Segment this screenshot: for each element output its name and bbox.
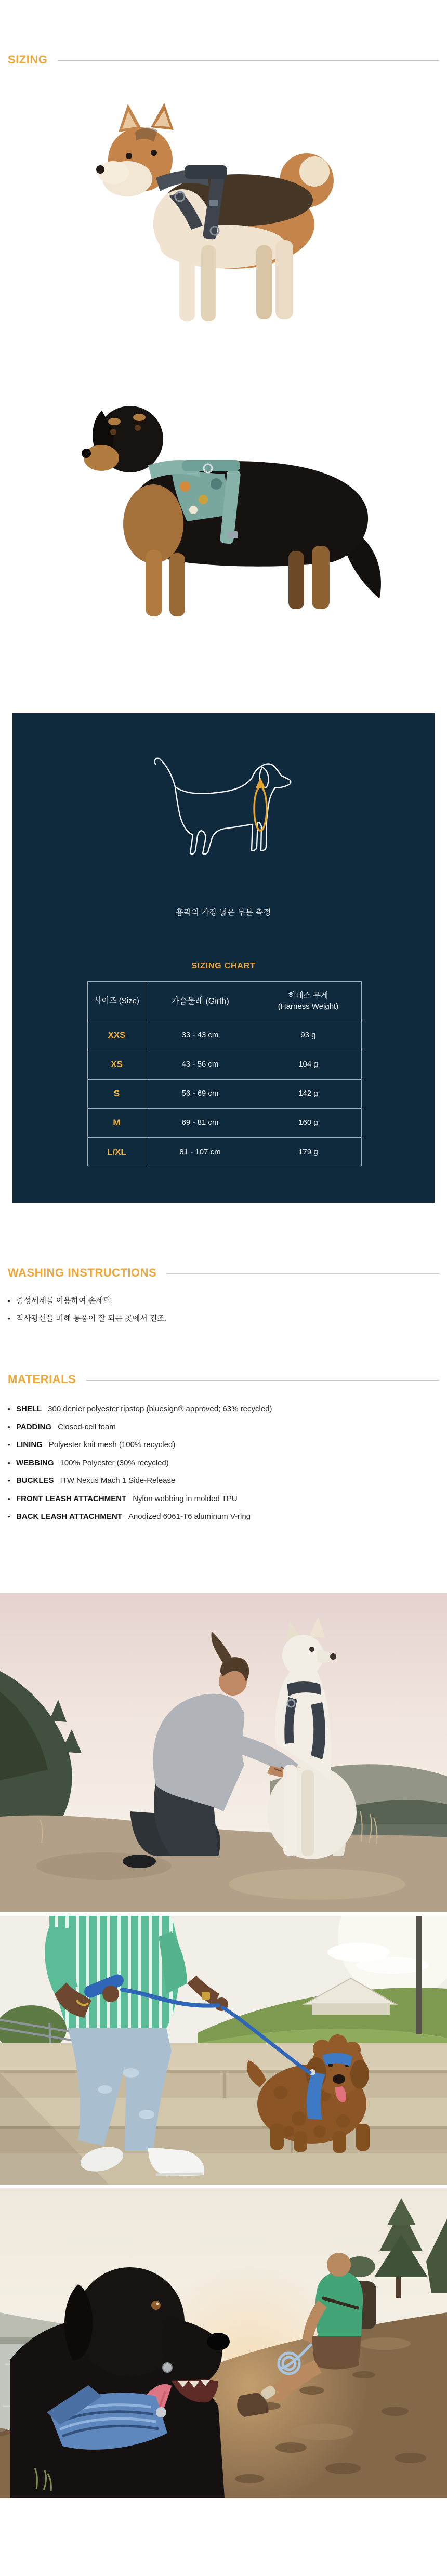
column-header-girth: 가슴둘레 (Girth) bbox=[146, 982, 254, 1021]
material-label: BACK LEASH ATTACHMENT bbox=[16, 1512, 122, 1521]
material-item bbox=[8, 1494, 272, 1513]
material-item bbox=[8, 1423, 272, 1441]
material-value: 100% Polyester (30% recycled) bbox=[60, 1458, 169, 1467]
bullet-dot-icon: • bbox=[8, 1315, 10, 1322]
material-value: 300 denier polyester ripstop (bluesign® approved; 63% recycled) bbox=[48, 1404, 272, 1413]
washing-list bbox=[8, 1295, 167, 1330]
bullet-dot-icon: • bbox=[8, 1477, 10, 1484]
column-header-weight bbox=[254, 982, 362, 1021]
materials-list bbox=[8, 1404, 272, 1530]
material-value: ITW Nexus Mach 1 Side-Release bbox=[60, 1476, 176, 1485]
lakeside-scene bbox=[0, 2188, 447, 2498]
aussie-harness-illustration bbox=[52, 359, 395, 629]
material-label: SHELL bbox=[16, 1404, 42, 1413]
header-rule bbox=[167, 1273, 439, 1274]
lifestyle-photo-overlook bbox=[0, 1593, 447, 1912]
size-cell: M bbox=[88, 1109, 146, 1138]
girth-measure-diagram bbox=[138, 746, 309, 871]
bullet-dot-icon: • bbox=[8, 1441, 10, 1449]
size-cell: L/XL bbox=[88, 1138, 146, 1167]
washing-title: WASHING INSTRUCTIONS bbox=[8, 1266, 157, 1279]
material-value: Anodized 6061-T6 aluminum V-ring bbox=[128, 1512, 251, 1521]
material-label: FRONT LEASH ATTACHMENT bbox=[16, 1494, 127, 1503]
material-item bbox=[8, 1512, 272, 1530]
column-header-weight-en: (Harness Weight) bbox=[278, 1002, 339, 1011]
material-item bbox=[8, 1458, 272, 1477]
header-rule bbox=[86, 1380, 439, 1381]
weight-cell: 93 g bbox=[254, 1021, 362, 1050]
product-photo-shiba bbox=[78, 74, 369, 344]
material-value: Nylon webbing in molded TPU bbox=[133, 1494, 238, 1503]
sizing-title: SIZING bbox=[8, 53, 48, 66]
sizing-panel bbox=[12, 713, 435, 1203]
bullet-dot-icon: • bbox=[8, 1513, 10, 1520]
material-item bbox=[8, 1476, 272, 1494]
materials-title: MATERIALS bbox=[8, 1373, 76, 1386]
material-label: BUCKLES bbox=[16, 1476, 54, 1485]
sizing-chart-table bbox=[87, 981, 362, 1166]
material-item bbox=[8, 1404, 272, 1423]
column-header-weight-ko: 하네스 무게 bbox=[288, 991, 328, 1001]
weight-cell: 160 g bbox=[254, 1109, 362, 1138]
girth-cell: 33 - 43 cm bbox=[146, 1021, 254, 1050]
washing-section-header bbox=[8, 1266, 439, 1280]
bullet-dot-icon: • bbox=[8, 1423, 10, 1431]
girth-cell: 81 - 107 cm bbox=[179, 1147, 221, 1156]
bullet-dot-icon: • bbox=[8, 1297, 10, 1305]
lifestyle-photo-lakeside bbox=[0, 2188, 447, 2498]
sizing-chart-title: SIZING CHART bbox=[191, 962, 256, 970]
girth-cell: 43 - 56 cm bbox=[146, 1050, 254, 1080]
washing-bullet-text: 중성세제를 이용하여 손세탁. bbox=[16, 1296, 113, 1305]
shiba-harness-illustration bbox=[78, 74, 369, 344]
bullet-dot-icon: • bbox=[8, 1494, 10, 1503]
diagram-caption: 흉곽의 가장 넓은 부분 측정 bbox=[176, 908, 271, 917]
bullet-dot-icon: • bbox=[8, 1405, 10, 1413]
washing-bullet bbox=[8, 1295, 167, 1312]
material-label: LINING bbox=[16, 1440, 43, 1449]
size-cell: XS bbox=[88, 1050, 146, 1080]
sizing-section-header bbox=[8, 53, 439, 67]
size-cell: S bbox=[88, 1080, 146, 1109]
material-value: Polyester knit mesh (100% recycled) bbox=[48, 1440, 176, 1449]
bullet-dot-icon: • bbox=[8, 1458, 10, 1467]
weight-cell: 142 g bbox=[254, 1080, 362, 1109]
column-header-size: 사이즈 (Size) bbox=[88, 982, 146, 1021]
size-cell: XXS bbox=[88, 1021, 146, 1050]
girth-cell: 56 - 69 cm bbox=[146, 1080, 254, 1109]
header-rule bbox=[58, 60, 439, 61]
weight-cell: 104 g bbox=[254, 1050, 362, 1080]
product-photo-aussie bbox=[52, 359, 395, 629]
washing-bullet-text: 직사광선을 피해 통풍이 잘 되는 곳에서 건조. bbox=[16, 1314, 167, 1323]
material-label: PADDING bbox=[16, 1422, 52, 1431]
material-value: Closed-cell foam bbox=[58, 1422, 116, 1431]
weight-cell: 179 g bbox=[298, 1147, 318, 1156]
materials-section-header bbox=[8, 1373, 439, 1386]
overlook-scene bbox=[0, 1593, 447, 1912]
material-label: WEBBING bbox=[16, 1458, 54, 1467]
girth-cell: 69 - 81 cm bbox=[146, 1109, 254, 1138]
lifestyle-photo-steps bbox=[0, 1916, 447, 2185]
washing-bullet bbox=[8, 1312, 167, 1330]
material-item bbox=[8, 1440, 272, 1458]
steps-scene bbox=[0, 1916, 447, 2185]
